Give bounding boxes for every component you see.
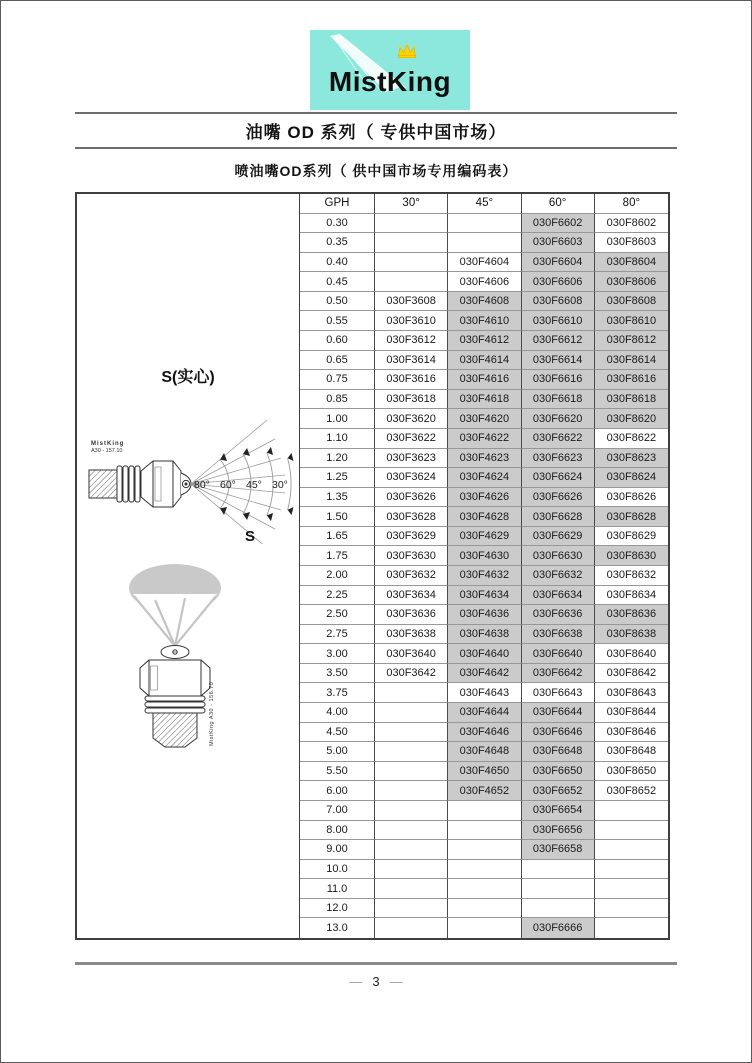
code-cell: 030F3624 [375,468,448,488]
code-cell: 030F8632 [595,566,668,586]
gph-cell: 0.50 [300,292,375,312]
code-cell: 030F4622 [448,429,521,449]
code-cell: 030F4652 [448,781,521,801]
code-cell: 030F3638 [375,625,448,645]
code-cell: 030F3634 [375,586,448,606]
code-cell: 030F6648 [522,742,595,762]
empty-cell [595,899,668,919]
empty-cell [375,703,448,723]
code-cell: 030F3630 [375,546,448,566]
gph-cell: 2.25 [300,586,375,606]
code-cell: 030F3642 [375,664,448,684]
code-cell: 030F8644 [595,703,668,723]
gph-cell: 1.25 [300,468,375,488]
code-cell: 030F6602 [522,214,595,234]
empty-cell [595,918,668,938]
code-cell: 030F6636 [522,605,595,625]
page-footer [0,974,752,989]
empty-cell [448,233,521,253]
code-cell: 030F4626 [448,488,521,508]
empty-cell [375,742,448,762]
code-cell: 030F6642 [522,664,595,684]
angle-label-45: 45° [246,479,262,491]
nozzle-vertical-drawing [140,646,210,748]
code-cell: 030F3629 [375,527,448,547]
code-cell: 030F6654 [522,801,595,821]
code-cell: 030F4620 [448,409,521,429]
code-cell: 030F4623 [448,449,521,469]
code-cell: 030F8610 [595,311,668,331]
code-cell: 030F8646 [595,723,668,743]
code-cell: 030F4614 [448,351,521,371]
crown-icon [394,43,420,58]
empty-cell [522,860,595,880]
code-cell: 030F4612 [448,331,521,351]
empty-cell [375,821,448,841]
empty-cell [375,762,448,782]
page-title: 油嘴 OD 系列（ 专供中国市场） [245,123,507,142]
code-cell: 030F8612 [595,331,668,351]
empty-cell [448,879,521,899]
code-cell: 030F6626 [522,488,595,508]
empty-cell [375,801,448,821]
code-cell: 030F6622 [522,429,595,449]
code-cell: 030F4638 [448,625,521,645]
empty-cell [448,918,521,938]
code-cell: 030F6643 [522,683,595,703]
gph-cell: 1.50 [300,507,375,527]
code-cell: 030F6618 [522,390,595,410]
code-cell: 030F3612 [375,331,448,351]
column-header-80: 80° [595,194,668,214]
code-cell: 030F8603 [595,233,668,253]
code-cell: 030F4650 [448,762,521,782]
empty-cell [595,821,668,841]
gph-cell: 1.65 [300,527,375,547]
code-cell: 030F4606 [448,272,521,292]
code-cell: 030F8650 [595,762,668,782]
code-cell: 030F8648 [595,742,668,762]
code-cell: 030F8616 [595,370,668,390]
gph-cell: 11.0 [300,879,375,899]
code-cell: 030F6650 [522,762,595,782]
gph-cell: 0.45 [300,272,375,292]
gph-cell: 10.0 [300,860,375,880]
code-cell: 030F4646 [448,723,521,743]
gph-cell: 0.65 [300,351,375,371]
code-cell: 030F4642 [448,664,521,684]
code-cell: 030F8628 [595,507,668,527]
code-cell: 030F6610 [522,311,595,331]
code-cell: 030F4629 [448,527,521,547]
code-cell: 030F8606 [595,272,668,292]
code-cell: 030F6620 [522,409,595,429]
code-cell: 030F6634 [522,586,595,606]
page-subtitle: 喷油嘴OD系列（ 供中国市场专用编码表） [234,163,518,179]
empty-cell [448,860,521,880]
gph-cell: 0.35 [300,233,375,253]
empty-cell [522,879,595,899]
empty-cell [448,840,521,860]
title-rule-top [75,112,677,114]
code-cell: 030F4610 [448,311,521,331]
gph-cell: 1.35 [300,488,375,508]
code-cell: 030F8614 [595,351,668,371]
empty-cell [375,860,448,880]
code-cell: 030F3623 [375,449,448,469]
code-cell: 030F8636 [595,605,668,625]
code-cell: 030F8634 [595,586,668,606]
code-cell: 030F3616 [375,370,448,390]
code-cell: 030F6612 [522,331,595,351]
code-cell: 030F6658 [522,840,595,860]
code-cell: 030F8643 [595,683,668,703]
empty-cell [375,214,448,234]
code-cell: 030F8623 [595,449,668,469]
code-cell: 030F4608 [448,292,521,312]
gph-cell: 7.00 [300,801,375,821]
gph-cell: 3.00 [300,644,375,664]
gph-cell: 1.20 [300,449,375,469]
gph-cell: 6.00 [300,781,375,801]
code-cell: 030F3622 [375,429,448,449]
code-cell: 030F4648 [448,742,521,762]
code-cell: 030F6628 [522,507,595,527]
empty-cell [595,840,668,860]
code-cell: 030F8630 [595,546,668,566]
gph-cell: 4.00 [300,703,375,723]
code-cell: 030F8604 [595,253,668,273]
code-cell: 030F8626 [595,488,668,508]
gph-cell: 3.75 [300,683,375,703]
code-cell: 030F8622 [595,429,668,449]
code-cell: 030F3620 [375,409,448,429]
code-cell: 030F6614 [522,351,595,371]
gph-cell: 5.50 [300,762,375,782]
empty-cell [375,899,448,919]
code-cell: 030F4636 [448,605,521,625]
code-cell: 030F6624 [522,468,595,488]
spray-angle-diagram [77,409,299,544]
code-cell: 030F4604 [448,253,521,273]
content-frame [75,192,670,940]
column-header-60: 60° [522,194,595,214]
cone-type-label: S [245,528,256,545]
empty-cell [595,879,668,899]
code-cell: 030F6652 [522,781,595,801]
code-cell: 030F6632 [522,566,595,586]
code-cell: 030F6608 [522,292,595,312]
code-cell: 030F8624 [595,468,668,488]
gph-cell: 0.40 [300,253,375,273]
code-cell: 030F3640 [375,644,448,664]
gph-cell: 1.75 [300,546,375,566]
gph-cell: 0.85 [300,390,375,410]
gph-cell: 2.50 [300,605,375,625]
code-cell: 030F3626 [375,488,448,508]
logo-wordmark: MistKing [328,66,452,97]
empty-cell [375,918,448,938]
gph-cell: 3.50 [300,664,375,684]
gph-cell: 9.00 [300,840,375,860]
empty-cell [448,899,521,919]
code-cell: 030F6646 [522,723,595,743]
code-cell: 030F6644 [522,703,595,723]
code-cell: 030F8642 [595,664,668,684]
empty-cell [448,821,521,841]
angle-label-80: 80° [194,479,210,491]
code-cell: 030F3610 [375,311,448,331]
diagram-panel [77,194,300,938]
solid-cone-diagram [77,546,299,786]
gph-cell: 0.30 [300,214,375,234]
footer-rule [75,962,677,965]
code-cell: 030F3628 [375,507,448,527]
gph-cell: 2.75 [300,625,375,645]
empty-cell [375,233,448,253]
empty-cell [375,879,448,899]
code-cell: 030F4624 [448,468,521,488]
code-cell: 030F8618 [595,390,668,410]
code-cell: 030F4644 [448,703,521,723]
code-cell: 030F8652 [595,781,668,801]
gph-cell: 1.00 [300,409,375,429]
column-header-45: 45° [448,194,521,214]
empty-cell [375,781,448,801]
solid-cone-label: S(实心) [161,369,215,386]
code-cell: 030F4630 [448,546,521,566]
nozzle-table [300,194,668,938]
gph-cell: 1.10 [300,429,375,449]
nozzle1-caption-line1: MistKing [91,441,125,447]
empty-cell [448,214,521,234]
gph-cell: 12.0 [300,899,375,919]
code-cell: 030F6616 [522,370,595,390]
code-cell: 030F3608 [375,292,448,312]
code-cell: 030F6638 [522,625,595,645]
nozzle1-caption-line2: A30 - 157.10 [91,448,123,454]
gph-cell: 4.50 [300,723,375,743]
footer-dash-left: — [349,974,363,989]
code-cell: 030F8640 [595,644,668,664]
angle-label-30: 30° [272,479,288,491]
empty-cell [375,840,448,860]
empty-cell [375,683,448,703]
gph-cell: 5.00 [300,742,375,762]
code-cell: 030F6656 [522,821,595,841]
code-cell: 030F3618 [375,390,448,410]
angle-label-60: 60° [220,479,236,491]
empty-cell [375,723,448,743]
code-cell: 030F3636 [375,605,448,625]
column-header-GPH: GPH [300,194,375,214]
footer-dash-right: — [389,974,403,989]
cone-body [133,594,217,646]
code-cell: 030F8629 [595,527,668,547]
mistking-logo [310,30,470,110]
code-cell: 030F8602 [595,214,668,234]
code-cell: 030F6630 [522,546,595,566]
column-header-30: 30° [375,194,448,214]
empty-cell [595,860,668,880]
nozzle-side-drawing [89,461,191,507]
code-cell: 030F8620 [595,409,668,429]
code-cell: 030F3632 [375,566,448,586]
empty-cell [375,253,448,273]
code-cell: 030F6666 [522,918,595,938]
angle-labels [194,479,288,491]
gph-cell: 0.75 [300,370,375,390]
empty-cell [448,801,521,821]
code-cell: 030F6606 [522,272,595,292]
gph-cell: 0.60 [300,331,375,351]
code-cell: 030F4640 [448,644,521,664]
code-cell: 030F6603 [522,233,595,253]
empty-cell [522,899,595,919]
empty-cell [595,801,668,821]
gph-cell: 2.00 [300,566,375,586]
code-cell: 030F8608 [595,292,668,312]
empty-cell [375,272,448,292]
nozzle2-caption: MistKing A30 - 156.70 [209,681,215,746]
gph-cell: 0.55 [300,311,375,331]
code-cell: 030F4628 [448,507,521,527]
code-cell: 030F4632 [448,566,521,586]
code-cell: 030F6623 [522,449,595,469]
code-cell: 030F4634 [448,586,521,606]
code-cell: 030F4616 [448,370,521,390]
code-cell: 030F6629 [522,527,595,547]
code-cell: 030F4618 [448,390,521,410]
code-cell: 030F4643 [448,683,521,703]
gph-cell: 13.0 [300,918,375,938]
page-number: 3 [372,974,380,989]
code-cell: 030F3614 [375,351,448,371]
code-cell: 030F8638 [595,625,668,645]
code-cell: 030F6640 [522,644,595,664]
title-rule-bottom [75,147,677,149]
gph-cell: 8.00 [300,821,375,841]
code-cell: 030F6604 [522,253,595,273]
